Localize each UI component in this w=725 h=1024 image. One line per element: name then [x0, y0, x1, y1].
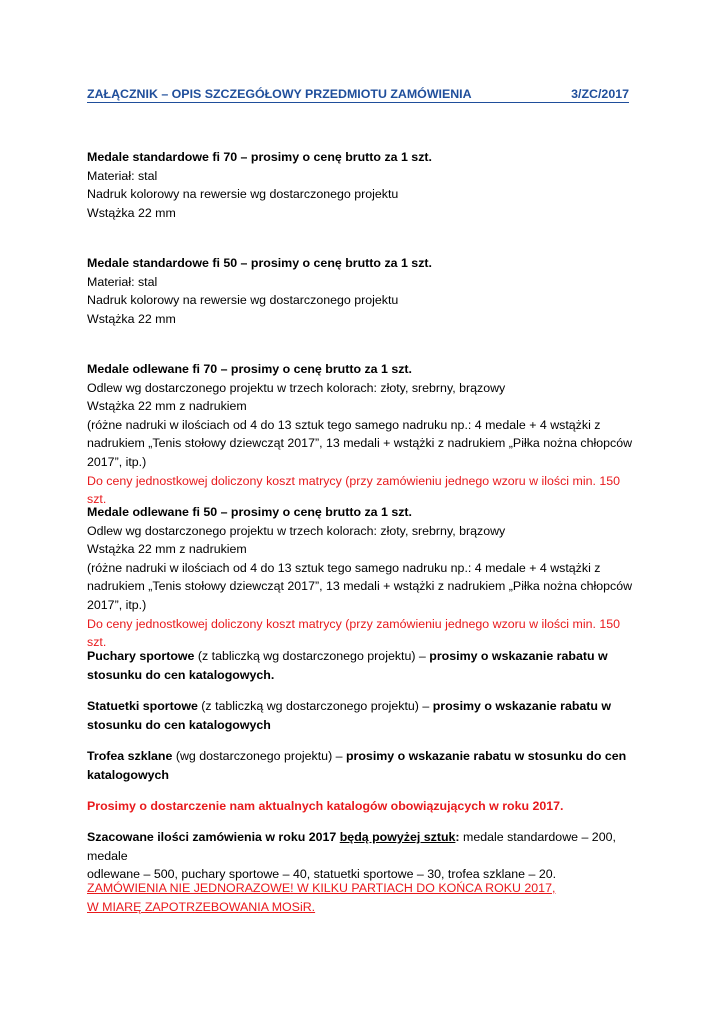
- cups-line-2: stosunku do cen katalogowych.: [87, 667, 275, 682]
- section-heading: Medale standardowe fi 70 – prosimy o cenę brutto za 1 szt.: [87, 150, 432, 164]
- cast-line-5: 2017”, itp.): [87, 597, 147, 612]
- trophies-line-1: [87, 747, 639, 766]
- estimates-colon: :: [455, 830, 460, 844]
- trophies-request: prosimy o wskazanie rabatu w stosunku do cen: [345, 749, 627, 763]
- cups-request: prosimy o wskazanie rabatu w: [429, 649, 608, 663]
- trophies-label: Trofea szklane: [87, 749, 173, 763]
- section-cast-70: [87, 360, 639, 509]
- catalogs-request: Prosimy o dostarczenie nam aktualnych katalogów obowiązujących w roku 2017.: [87, 799, 564, 813]
- section-standard-70: [87, 148, 639, 222]
- section-footer: [87, 879, 639, 916]
- cast-line-1: Odlew wg dostarczonego projektu w trzech kolorach: złoty, srebrny, brązowy: [87, 523, 506, 538]
- cups-desc: (z tabliczką wg dostarczonego projektu) –: [194, 649, 430, 663]
- cast-line-4: nadrukiem „Tenis stołowy dziewcząt 2017”, 13 medali + wstążki z nadrukiem „Piłka nożna chłopców: [87, 579, 633, 594]
- estimates-line-1: [87, 828, 639, 865]
- cast-line-3: (różne nadruki w ilościach od 4 do 13 sztuk tego samego nadruku np.: 4 medale + 4 wstążki z: [87, 560, 601, 575]
- material-line: Materiał: stal: [87, 274, 158, 289]
- header-code: 3/ZC/2017: [571, 87, 629, 101]
- section-trophies: [87, 747, 639, 784]
- header-title: ZAŁĄCZNIK – OPIS SZCZEGÓŁOWY PRZEDMIOTU ZAMÓWIENIA: [87, 87, 472, 101]
- section-heading: Medale odlewane fi 50 – prosimy o cenę brutto za 1 szt.: [87, 505, 413, 519]
- print-line: Nadruk kolorowy na rewersie wg dostarczonego projektu: [87, 187, 399, 202]
- cups-line-1: [87, 647, 639, 666]
- estimates-values-1: medale standardowe – 200, medale: [87, 830, 616, 863]
- material-line: Materiał: stal: [87, 168, 158, 183]
- cast-line-2: Wstążka 22 mm z nadrukiem: [87, 542, 247, 557]
- section-catalogs: [87, 797, 639, 816]
- section-cast-50: [87, 503, 639, 652]
- document-header: [87, 86, 629, 103]
- statuettes-request: prosimy o wskazanie rabatu w: [432, 699, 612, 713]
- trophies-desc: (wg dostarczonego projektu) –: [172, 749, 346, 763]
- section-estimates: [87, 828, 639, 884]
- estimates-values-2: odlewane – 500, puchary sportowe – 40, statuetki sportowe – 30, trofea szklane – 20.: [87, 867, 557, 882]
- print-line: Nadruk kolorowy na rewersie wg dostarczonego projektu: [87, 293, 399, 308]
- section-cups: [87, 647, 639, 684]
- section-heading: Medale odlewane fi 70 – prosimy o cenę brutto za 1 szt.: [87, 362, 413, 376]
- statuettes-desc: (z tabliczką wg dostarczonego projektu) –: [197, 699, 433, 713]
- matrix-cost-note: Do ceny jednostkowej doliczony koszt matrycy (przy zamówieniu jednego wzoru w ilości min. 150 szt.: [87, 616, 621, 650]
- statuettes-label: Statuetki sportowe: [87, 699, 198, 713]
- cast-line-3: (różne nadruki w ilościach od 4 do 13 sztuk tego samego nadruku np.: 4 medale + 4 wstążki z: [87, 417, 601, 432]
- statuettes-line-1: [87, 697, 639, 716]
- cups-label: Puchary sportowe: [87, 649, 195, 663]
- section-heading: Medale standardowe fi 50 – prosimy o cenę brutto za 1 szt.: [87, 256, 432, 270]
- estimates-label: Szacowane ilości zamówienia w roku 2017: [87, 830, 340, 844]
- trophies-line-2: katalogowych: [87, 767, 169, 782]
- matrix-cost-note: Do ceny jednostkowej doliczony koszt matrycy (przy zamówieniu jednego wzoru w ilości min. 150 szt.: [87, 473, 621, 507]
- estimates-underlined: będą powyżej sztuk: [339, 830, 456, 844]
- footer-line-1: ZAMÓWIENIA NIE JEDNORAZOWE! W KILKU PARTIACH DO KOŃCA ROKU 2017,: [87, 881, 556, 895]
- ribbon-line: Wstążka 22 mm: [87, 205, 176, 220]
- section-standard-50: [87, 254, 639, 328]
- cast-line-4: nadrukiem „Tenis stołowy dziewcząt 2017”, 13 medali + wstążki z nadrukiem „Piłka nożna chłopców: [87, 436, 633, 451]
- section-statuettes: [87, 697, 639, 734]
- statuettes-line-2: stosunku do cen katalogowych: [87, 717, 271, 732]
- cast-line-2: Wstążka 22 mm z nadrukiem: [87, 399, 247, 414]
- footer-line-2: W MIARĘ ZAPOTRZEBOWANIA MOSiR.: [87, 899, 316, 914]
- cast-line-5: 2017”, itp.): [87, 454, 147, 469]
- ribbon-line: Wstążka 22 mm: [87, 311, 176, 326]
- cast-line-1: Odlew wg dostarczonego projektu w trzech kolorach: złoty, srebrny, brązowy: [87, 380, 506, 395]
